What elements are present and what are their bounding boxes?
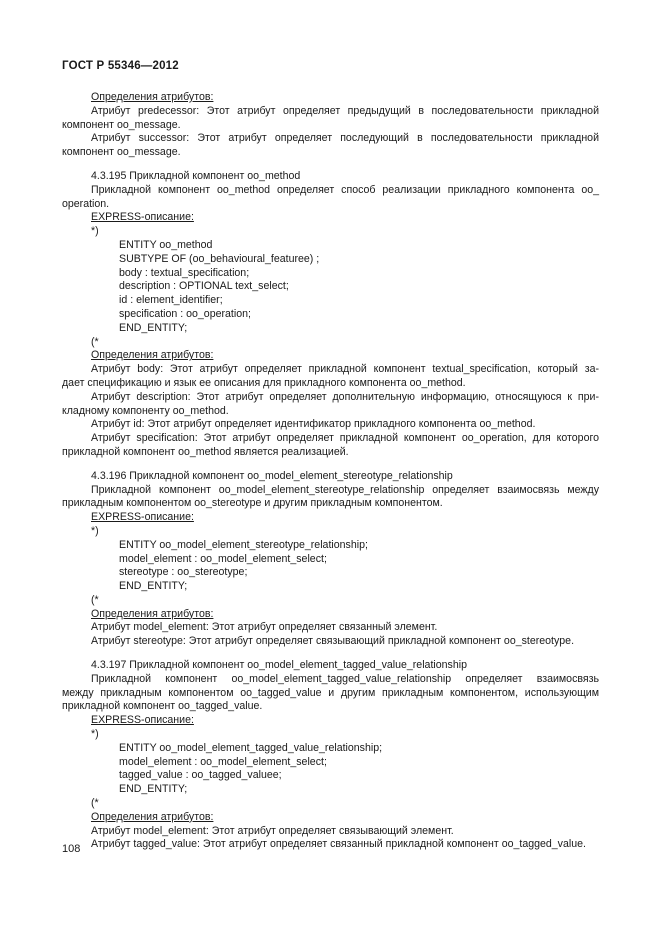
subheading: Определения атрибутов:: [91, 607, 214, 620]
text-line: (*: [91, 797, 99, 810]
text-line: Прикладной компонент oo_method определяет способ реализации прикладного компонента oo_: [91, 183, 599, 196]
express-code-line: model_element : oo_model_element_select;: [119, 552, 327, 565]
subheading: дает спецификацию и язык ее описания для прикладного компонента oo_method.: [62, 376, 466, 389]
section-gap: [62, 649, 599, 659]
document-header: ГОСТ Р 55346—2012: [62, 60, 179, 72]
text-line: Атрибут predecessor: Этот атрибут определяет предыдущий в последовательности прикладной: [91, 104, 599, 117]
subheading: EXPRESS-описание:: [91, 511, 194, 524]
text-line: *): [91, 524, 99, 537]
express-code-line: description : OPTIONAL text_select;: [119, 280, 289, 293]
text-line: Прикладной компонент oo_model_element_stereotype_relationship определяет взаимосвязь между: [91, 483, 599, 496]
express-code-line: tagged_value : oo_tagged_valuee;: [119, 769, 282, 782]
express-code-line: END_ENTITY;: [119, 321, 188, 334]
text-line: между прикладным компонентом oo_tagged_value и другим прикладным компонентом, использующим: [62, 686, 599, 699]
text-line: Атрибут id: Этот атрибут определяет идентификатор прикладного компонента oo_method.: [91, 418, 536, 431]
subheading: EXPRESS-описание:: [91, 714, 194, 727]
document-body: [62, 91, 599, 852]
subheading: прикладной компонент oo_method является реализацией.: [62, 445, 349, 458]
express-code-line: END_ENTITY;: [119, 580, 188, 593]
express-code-line: stereotype : oo_stereotype;: [119, 566, 248, 579]
text-line: *): [91, 728, 99, 741]
text-line: 4.3.197 Прикладной компонент oo_model_element_tagged_value_relationship: [91, 659, 467, 672]
subheading: operation.: [62, 197, 110, 210]
text-line: Прикладной компонент oo_model_element_tagged_value_relationship определяет взаимосвязь: [91, 672, 599, 685]
subheading: прикладным компонентом oo_stereotype и другим прикладным компонентом.: [62, 497, 443, 510]
text-line: (*: [91, 593, 99, 606]
subheading: Определения атрибутов:: [91, 810, 214, 823]
express-code-line: ENTITY oo_method: [119, 238, 213, 251]
text-line: Атрибут model_element: Этот атрибут определяет связывающий элемент.: [91, 824, 454, 837]
express-code-line: ENTITY oo_model_element_tagged_value_relationship;: [119, 741, 383, 754]
subheading: Определения атрибутов:: [91, 349, 214, 362]
subheading: прикладной компонент oo_tagged_value.: [62, 700, 263, 713]
text-line: Атрибут description: Этот атрибут определяет дополнительную информацию, относящуюся к при-: [91, 390, 599, 403]
express-code-line: specification : oo_operation;: [119, 307, 251, 320]
page-number: 108: [62, 843, 81, 855]
express-code-line: id : element_identifier;: [119, 294, 223, 307]
subheading: компонент oo_message.: [62, 118, 181, 131]
text-line: (*: [91, 335, 99, 348]
subheading: EXPRESS-описание:: [91, 211, 194, 224]
text-line: Атрибут body: Этот атрибут определяет прикладной компонент textual_specification, который за-: [91, 363, 599, 376]
text-line: Атрибут stereotype: Этот атрибут определяет связывающий прикладной компонент oo_stereotype.: [91, 635, 575, 648]
text-line: Атрибут specification: Этот атрибут определяет прикладной компонент oo_operation, для которого: [91, 432, 599, 445]
text-line: 4.3.195 Прикладной компонент oo_method: [91, 169, 301, 182]
express-code-line: ENTITY oo_model_element_stereotype_relationship;: [119, 538, 368, 551]
subheading: Определения атрибутов:: [91, 91, 214, 103]
text-line: Атрибут tagged_value: Этот атрибут определяет связанный прикладной компонент oo_tagged_value.: [91, 838, 586, 851]
text-line: 4.3.196 Прикладной компонент oo_model_element_stereotype_relationship: [91, 469, 453, 482]
subheading: кладному компоненту oo_method.: [62, 404, 229, 417]
section-gap: [62, 160, 599, 170]
section-gap: [62, 460, 599, 470]
express-code-line: END_ENTITY;: [119, 783, 188, 796]
subheading: компонент oo_message.: [62, 146, 181, 159]
text-line: *): [91, 225, 99, 238]
text-line: Атрибут model_element: Этот атрибут определяет связанный элемент.: [91, 621, 438, 634]
express-code-line: SUBTYPE OF (oo_behavioural_featuree) ;: [119, 252, 320, 265]
express-code-line: model_element : oo_model_element_select;: [119, 755, 327, 768]
text-line: Атрибут successor: Этот атрибут определяет последующий в последовательности прикладной: [91, 132, 599, 145]
express-code-line: body : textual_specification;: [119, 266, 250, 279]
